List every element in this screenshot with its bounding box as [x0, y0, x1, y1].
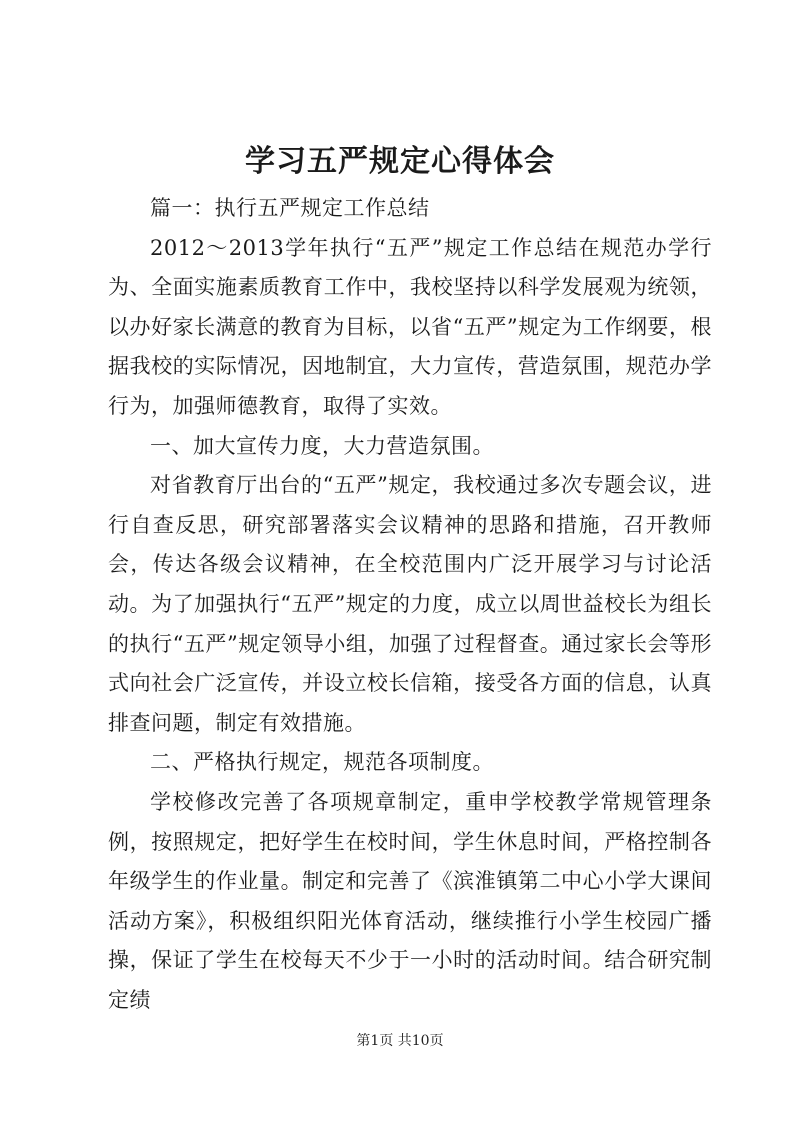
document-title: 学习五严规定心得体会 — [245, 144, 555, 179]
section-heading: 一、加大宣传力度，大力营造氛围。 — [150, 433, 494, 458]
body-paragraph: 2012～2013学年执行“五严”规定工作总结在规范办学行为、全面实施素质教育工作中，我校坚持以科学发展观为统领，以办好家长满意的教育为目标，以省“五严”规定为工作纲要，根据我校的实际情况，因地制宜，大力宣传，营造氛围，规范办学行为，加强师德教育，取得了实效。 — [108, 235, 712, 418]
body-paragraph: 学校修改完善了各项规章制定，重申学校教学常规管理条例，按照规定，把好学生在校时间，学生休息时间，严格控制各年级学生的作业量。制定和完善了《滨淮镇第二中心小学大课间活动方案》，积极组织阳光体育活动，继续推行小学生校园广播操，保证了学生在校每天不少于一小时的活动时间。结合研究制定绩 — [108, 789, 712, 1012]
section-heading: 二、严格执行规定，规范各项制度。 — [150, 750, 494, 775]
body-paragraph: 对省教育厅出台的“五严”规定，我校通过多次专题会议，进行自查反思，研究部署落实会议精神的思路和措施，召开教师会，传达各级会议精神，在全校范围内广泛开展学习与讨论活动。为了加强执行“五严”规定的力度，成立以周世益校长为组长的执行“五严”规定领导小组，加强了过程督查。通过家长会等形式向社会广泛宣传，并设立校长信箱，接受各方面的信息，认真排查问题，制定有效措施。 — [108, 473, 712, 735]
page-number-footer: 第1页 共10页 — [356, 1033, 444, 1049]
section-heading: 篇一：执行五严规定工作总结 — [150, 196, 430, 220]
document-body — [108, 189, 712, 1020]
